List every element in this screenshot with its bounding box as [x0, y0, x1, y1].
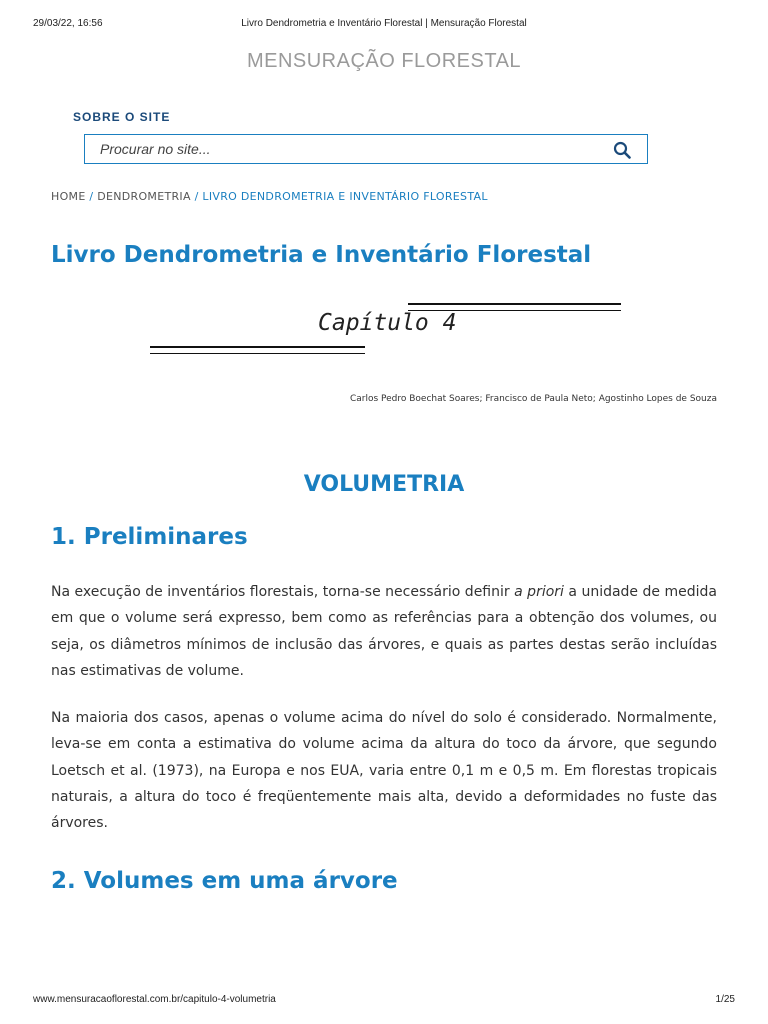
breadcrumb-separator: /: [89, 190, 94, 203]
paragraph-1-emphasis: a priori: [514, 584, 564, 600]
search-button[interactable]: [613, 141, 631, 159]
chapter-title: Capítulo 4: [318, 310, 457, 336]
heading-preliminares: 1. Preliminares: [51, 524, 248, 550]
search-input[interactable]: [85, 135, 605, 163]
breadcrumb: [51, 190, 488, 203]
section-title: VOLUMETRIA: [303, 472, 465, 497]
site-title[interactable]: MENSURAÇÃO FLORESTAL: [246, 50, 522, 72]
heading-volumes-arvore: 2. Volumes em uma árvore: [51, 868, 398, 894]
paragraph-1: [51, 579, 717, 684]
paragraph-2: Na maioria dos casos, apenas o volume acima do nível do solo é considerado. Normalmente, leva-se em conta a estimativa do volume acima da altura do toco da árvore, que segundo Loetsch et al. (1973), na Europa e nos EUA, varia entre 0,1 m e 0,5 m. Em florestas tropicais naturais, a altura do toco é freqüentemente mais alta, devido a deformidades no fuste das árvores.: [51, 710, 717, 832]
about-site-link[interactable]: SOBRE O SITE: [73, 110, 171, 124]
print-footer: [0, 994, 768, 1008]
breadcrumb-current: LIVRO DENDROMETRIA E INVENTÁRIO FLORESTAL: [202, 190, 488, 203]
print-page-number: 1/25: [715, 994, 735, 1005]
page-title: Livro Dendrometria e Inventário Florestal: [51, 242, 592, 268]
breadcrumb-separator: /: [194, 190, 199, 203]
print-header: [0, 18, 768, 32]
print-date: 29/03/22, 16:56: [33, 18, 103, 29]
print-document-title: Livro Dendrometria e Inventário Florestal | Mensuração Florestal: [241, 18, 527, 29]
search-box: [84, 134, 648, 164]
breadcrumb-home-link[interactable]: HOME: [51, 190, 86, 203]
print-url: www.mensuracaoflorestal.com.br/capitulo-4-volumetria: [33, 994, 276, 1005]
paragraph-1-text-b: a unidade de medida em que o volume será expresso, bem como as referências para a obtenção dos volumes, ou seja, os diâmetros mínimos de inclusão das árvores, e quais as partes destas serão incluídas nas estimativas de volume.: [51, 584, 717, 679]
search-icon: [613, 141, 631, 159]
chapter-rule-bottom: [150, 346, 365, 354]
authors-line: Carlos Pedro Boechat Soares; Francisco de Paula Neto; Agostinho Lopes de Souza: [349, 394, 717, 404]
paragraph-1-text-a: Na execução de inventários florestais, torna-se necessário definir: [51, 584, 515, 600]
breadcrumb-category-link[interactable]: DENDROMETRIA: [97, 190, 191, 203]
